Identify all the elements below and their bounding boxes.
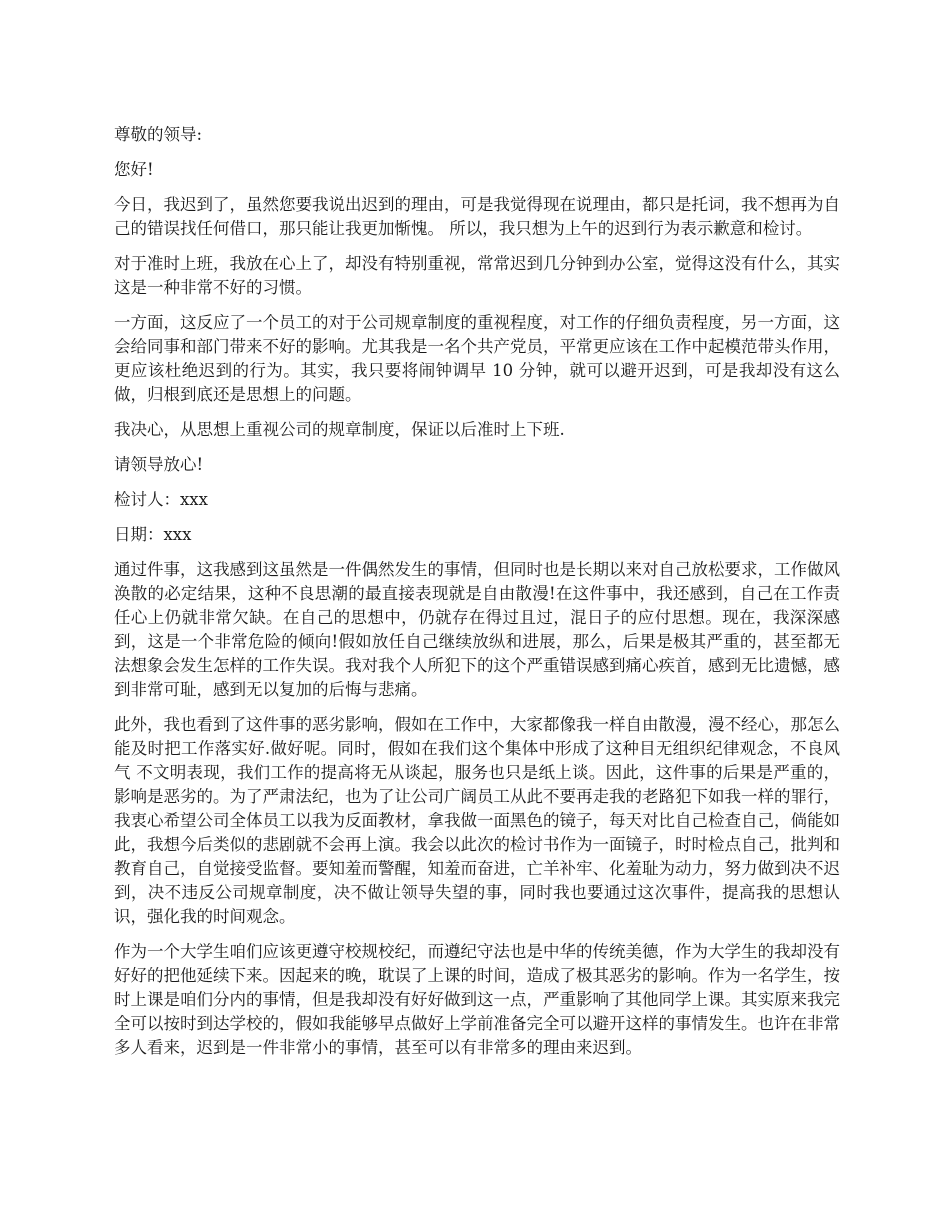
paragraph: 通过件事，这我感到这虽然是一件偶然发生的事情，但同时也是长期以来对自己放松要求，工作做风涣散的必定结果，这种不良思潮的最直接表现就是自由散漫!在这件事中，我还感到，自己在工作责任心上仍就非常欠缺。在自己的思想中，仍就存在得过且过，混日子的应付思想。现在，我深深感到，这是一个非常危险的倾向!假如放任自己继续放纵和进展，那么，后果是极其严重的，甚至都无法想象会发生怎样的工作失误。我对我个人所犯下的这个严重错误感到痛心疾首，感到无比遗憾，感到非常可耻，感到无以复加的后悔与悲痛。 <box>114 560 840 699</box>
paragraph: 此外，我也看到了这件事的恶劣影响，假如在工作中，大家都像我一样自由散漫，漫不经心，那怎么能及时把工作落实好.做好呢。同时，假如在我们这个集体中形成了这种目无组织纪律观念，不良风气 不文明表现，我们工作的提高将无从谈起，服务也只是纸上谈。因此，这件事的后果是严重的，影响是恶劣的。为了严肃法纪，也为了让公司广阔员工从此不要再走我的老路犯下如我一样的罪行，我衷心希望公司全体员工以我为反面教材，拿我做一面黑色的镜子，每天对比自己检查自己，倘能如此，我想今后类似的悲剧就不会再上演。我会以此次的检讨书作为一面镜子，时时检点自己，批判和教育自己，自觉接受监督。要知羞而警醒，知羞而奋进，亡羊补牢、化羞耻为动力，努力做到决不迟到，决不违反公司规章制度，决不做让领导失望的事，同时我也要通过这次事件，提高我的思想认识，强化我的时间观念。 <box>114 715 840 926</box>
closing-line: 请领导放心! <box>114 455 204 474</box>
paragraph: 作为一个大学生咱们应该更遵守校规校纪，而遵纪守法也是中华的传统美德，作为大学生的我却没有好好的把他延续下来。因起来的晚，耽误了上课的时间，造成了极其恶劣的影响。作为一名学生，按时上课是咱们分内的事情，但是我却没有好好做到这一点，严重影响了其他同学上课。其实原来我完全可以按时到达学校的，假如我能够早点做好上学前准备完全可以避开这样的事情发生。也许在非常多人看来，迟到是一件非常小的事情，甚至可以有非常多的理由来迟到。 <box>114 942 840 1057</box>
paragraph: 一方面，这反应了一个员工的对于公司规章制度的重视程度，对工作的仔细负责程度，另一方面，这会给同事和部门带来不好的影响。尤其我是一名个共产党员，平常更应该在工作中起模范带头作用，更应该杜绝迟到的行为。其实，我只要将闹钟调早 10 分钟，就可以避开迟到，可是我却没有这么做，归根到底还是思想上的问题。 <box>114 313 840 404</box>
salutation: 尊敬的领导: <box>114 125 203 144</box>
signer-line: 检讨人：xxx <box>114 490 208 509</box>
greeting: 您好! <box>114 160 154 179</box>
paragraph: 对于准时上班，我放在心上了，却没有特别重视，常常迟到几分钟到办公室，觉得这没有什么，其实这是一种非常不好的习惯。 <box>114 254 840 297</box>
paragraph: 我决心，从思想上重视公司的规章制度，保证以后准时上下班. <box>114 420 565 439</box>
document-body <box>114 123 840 1071</box>
paragraph: 今日，我迟到了，虽然您要我说出迟到的理由，可是我觉得现在说理由，都只是托词，我不想再为自己的错误找任何借口，那只能让我更加惭愧。 所以，我只想为上午的迟到行为表示歉意和检讨。 <box>114 195 840 238</box>
date-line: 日期：xxx <box>114 525 192 544</box>
